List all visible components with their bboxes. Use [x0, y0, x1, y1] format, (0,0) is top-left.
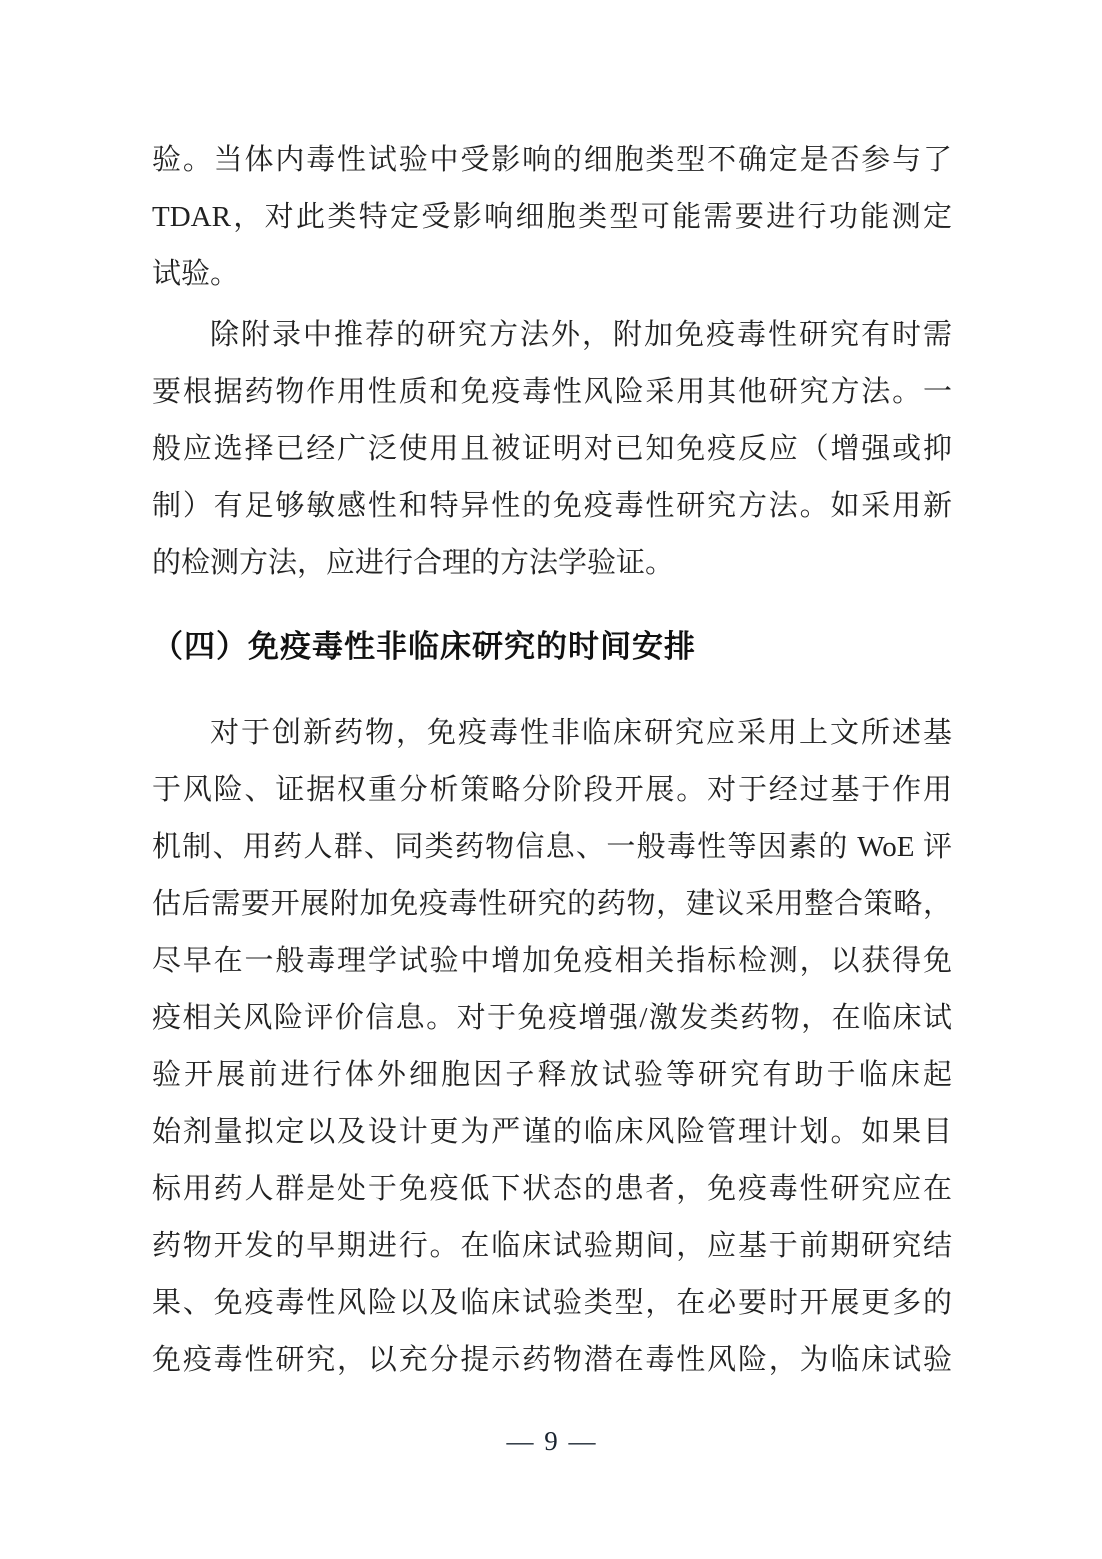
text-line: 药物开发的早期进行。在临床试验期间，应基于前期研究结	[152, 1230, 952, 1262]
text-line: 验开展前进行体外细胞因子释放试验等研究有助于临床起	[152, 1059, 952, 1091]
text-line: 除附录中推荐的研究方法外，附加免疫毒性研究有时需	[210, 319, 952, 351]
text-line: 机制、用药人群、同类药物信息、一般毒性等因素的 WoE 评	[152, 831, 952, 863]
text-line: 于风险、证据权重分析策略分阶段开展。对于经过基于作用	[152, 774, 952, 806]
page-number: — 9 —	[506, 1426, 598, 1456]
text-line: 般应选择已经广泛使用且被证明对已知免疫反应（增强或抑	[152, 433, 952, 465]
section-heading: （四）免疫毒性非临床研究的时间安排	[152, 629, 696, 664]
document-body	[152, 132, 952, 1461]
text-line: 试验。	[152, 258, 240, 290]
text-line: 疫相关风险评价信息。对于免疫增强/激发类药物，在临床试	[152, 1002, 952, 1034]
paragraph-2	[152, 307, 952, 592]
text-line: 要根据药物作用性质和免疫毒性风险采用其他研究方法。一	[152, 376, 952, 408]
text-line: 尽早在一般毒理学试验中增加免疫相关指标检测，以获得免	[152, 945, 952, 977]
text-line: 估后需要开展附加免疫毒性研究的药物，建议采用整合策略，	[152, 888, 952, 920]
text-line: 验。当体内毒性试验中受影响的细胞类型不确定是否参与了	[152, 144, 952, 176]
text-line: 的检测方法，应进行合理的方法学验证。	[152, 547, 675, 579]
text-line: TDAR，对此类特定受影响细胞类型可能需要进行功能测定	[152, 201, 952, 233]
text-line: 对于创新药物，免疫毒性非临床研究应采用上文所述基	[210, 717, 952, 749]
text-line: 免疫毒性研究，以充分提示药物潜在毒性风险，为临床试验	[152, 1344, 952, 1376]
text-line: 果、免疫毒性风险以及临床试验类型，在必要时开展更多的	[152, 1287, 952, 1319]
text-line: 制）有足够敏感性和特异性的免疫毒性研究方法。如采用新	[152, 490, 952, 522]
paragraph-3	[152, 705, 952, 1389]
text-line: 始剂量拟定以及设计更为严谨的临床风险管理计划。如果目	[152, 1116, 952, 1148]
text-line: 标用药人群是处于免疫低下状态的患者，免疫毒性研究应在	[152, 1173, 952, 1205]
paragraph-1	[152, 132, 952, 303]
